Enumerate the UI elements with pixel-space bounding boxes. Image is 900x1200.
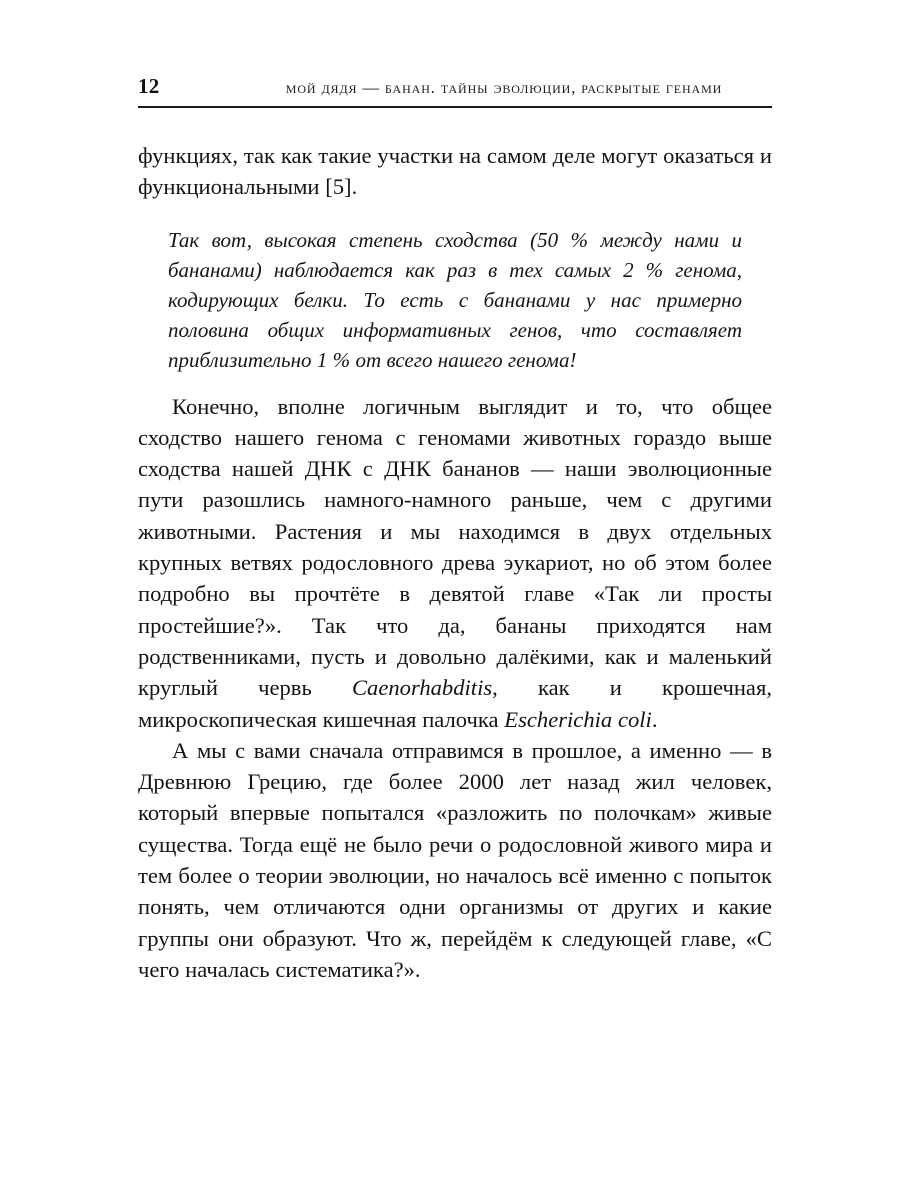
species-name-caenorhabditis: Caenorhabditis: [351, 675, 493, 701]
paragraph-main: [138, 391, 772, 735]
running-head: [138, 76, 772, 97]
pull-quote: [138, 225, 742, 375]
header-rule-divider: [138, 106, 772, 108]
paragraph-main-text-3: .: [651, 706, 658, 732]
species-name-escherichia-coli: Escherichia coli: [504, 706, 652, 732]
pull-quote-text: Так вот, высокая степень сходства (50 % между нами и бананами) наблюдается как раз в тех самых 2 % генома, кодирующих белки. То есть с бананами у нас примерно половина общих информативных генов, что составляет приблизительно 1 % от всего нашего генома!: [168, 227, 742, 372]
running-head-title: мой дядя — банан. тайны эволюции, раскрытые генами: [285, 78, 723, 97]
paragraph-closing: А мы с вами сначала отправимся в прошлое, а именно — в Древнюю Грецию, где более 2000 лет назад жил человек, который впервые попытался «разложить по полочкам» живые существа. Тогда ещё не было речи о родословной живого мира и тем более о теории эволюции, но началось всё именно с попыток понять, чем отличаются одни организмы от других и какие группы они образуют. Что ж, перейдём к следующей главе, «С чего началась систематика?».: [138, 737, 772, 982]
page-number: 12: [138, 74, 160, 98]
paragraph-main-text-2: , как и крошечная, микроскопическая кишечная палочка: [138, 675, 772, 732]
text-block: [138, 140, 772, 985]
paragraph-main-text-1: Конечно, вполне логичным выглядит и то, что общее сходство нашего генома с геномами животных гораздо выше сходства нашей ДНК с ДНК бананов — наши эволюционные пути разошлись намного-намного раньше, чем с другими животными. Растения и мы находимся в двух отдельных крупных ветвях родословного древа эукариот, но об этом более подробно вы прочтёте в девятой главе «Так ли просты простейшие?». Так что да, бананы приходятся нам родственниками, пусть и довольно далёкими, как и маленький круглый червь: [138, 393, 772, 701]
paragraph-continuation: функциях, так как такие участки на самом деле могут оказаться и функциональными [5].: [138, 143, 772, 200]
